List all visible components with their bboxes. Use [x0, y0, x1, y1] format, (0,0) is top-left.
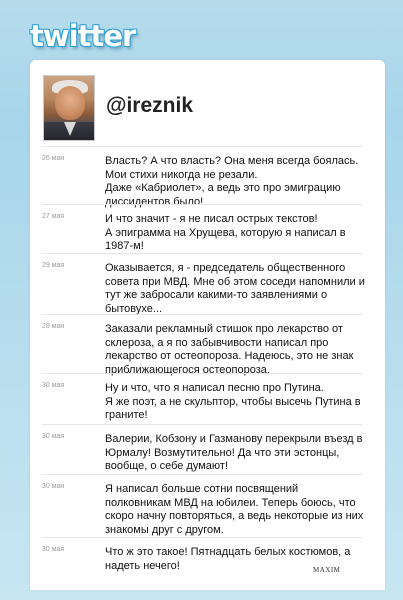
tweet-date[interactable]: 30 мая: [42, 483, 65, 490]
tweet-text: Что ж это такое! Пятнадцать белых костюмов, а надеть нечего!: [105, 546, 351, 572]
tweet-date[interactable]: 30 мая: [42, 546, 65, 553]
tweet-date[interactable]: 30 мая: [42, 433, 65, 440]
tweet-date[interactable]: 27 мая: [42, 213, 65, 220]
tweet-text: Валерии, Кобзону и Газманову перекрыли въезд в Юрмалу! Возмутительно! Да что эти эстонцы, вообще, о себе думают!: [105, 433, 363, 472]
tweet-date[interactable]: 29 мая: [42, 262, 65, 269]
tweet-item: [42, 424, 363, 472]
tweet-text: Я написал больше сотни посвящений полковникам МВД на юбилеи. Теперь боюсь, что скоро начну повторяться, а ведь некоторые из них знакомы друг с другом.: [105, 483, 364, 536]
tweet-text: И что значит - я не писал острых текстов! А эпиграмма на Хрущева, которую я написал в 1987-м!: [105, 213, 346, 252]
avatar-face: [55, 86, 85, 120]
tweet-text: Власть? А что власть? Она меня всегда боялась. Мои стихи никогда не резали. Даже «Кабриолет», а ведь это про эмиграцию диссидентов было!: [105, 155, 359, 208]
maxim-logo: MAXIM: [313, 566, 341, 574]
tweet-text: Заказали рекламный стишок про лекарство от склероза, а я по забывчивости написал про лекарство от остеопороза. Надеюсь, это не знак приближающегося остеопороза.: [105, 323, 354, 376]
tweet-item: [42, 474, 364, 536]
tweet-text: Оказывается, я - председатель общественного совета при МВД. Мне об этом соседи напомнили и тут же забросали какими-то заявлениями о бытовухе...: [105, 262, 365, 315]
tweet-date[interactable]: 28 мая: [42, 323, 65, 330]
profile-card: [30, 60, 385, 590]
profile-username[interactable]: @ireznik: [106, 94, 194, 117]
tweet-date[interactable]: 26 мая: [42, 155, 65, 162]
tweet-item: [42, 253, 365, 315]
tweet-item: [42, 204, 362, 252]
tweet-item: [42, 373, 362, 421]
tweet-date[interactable]: 30 мая: [42, 382, 65, 389]
tweet-item: [42, 146, 362, 208]
tweet-text: Ну и что, что я написал песню про Путина. Я же поэт, а не скульптор, чтобы высечь Путина в граните!: [105, 382, 361, 421]
tweet-item: [42, 314, 362, 376]
avatar[interactable]: [43, 75, 95, 141]
twitter-logo[interactable]: twitter: [30, 19, 136, 53]
